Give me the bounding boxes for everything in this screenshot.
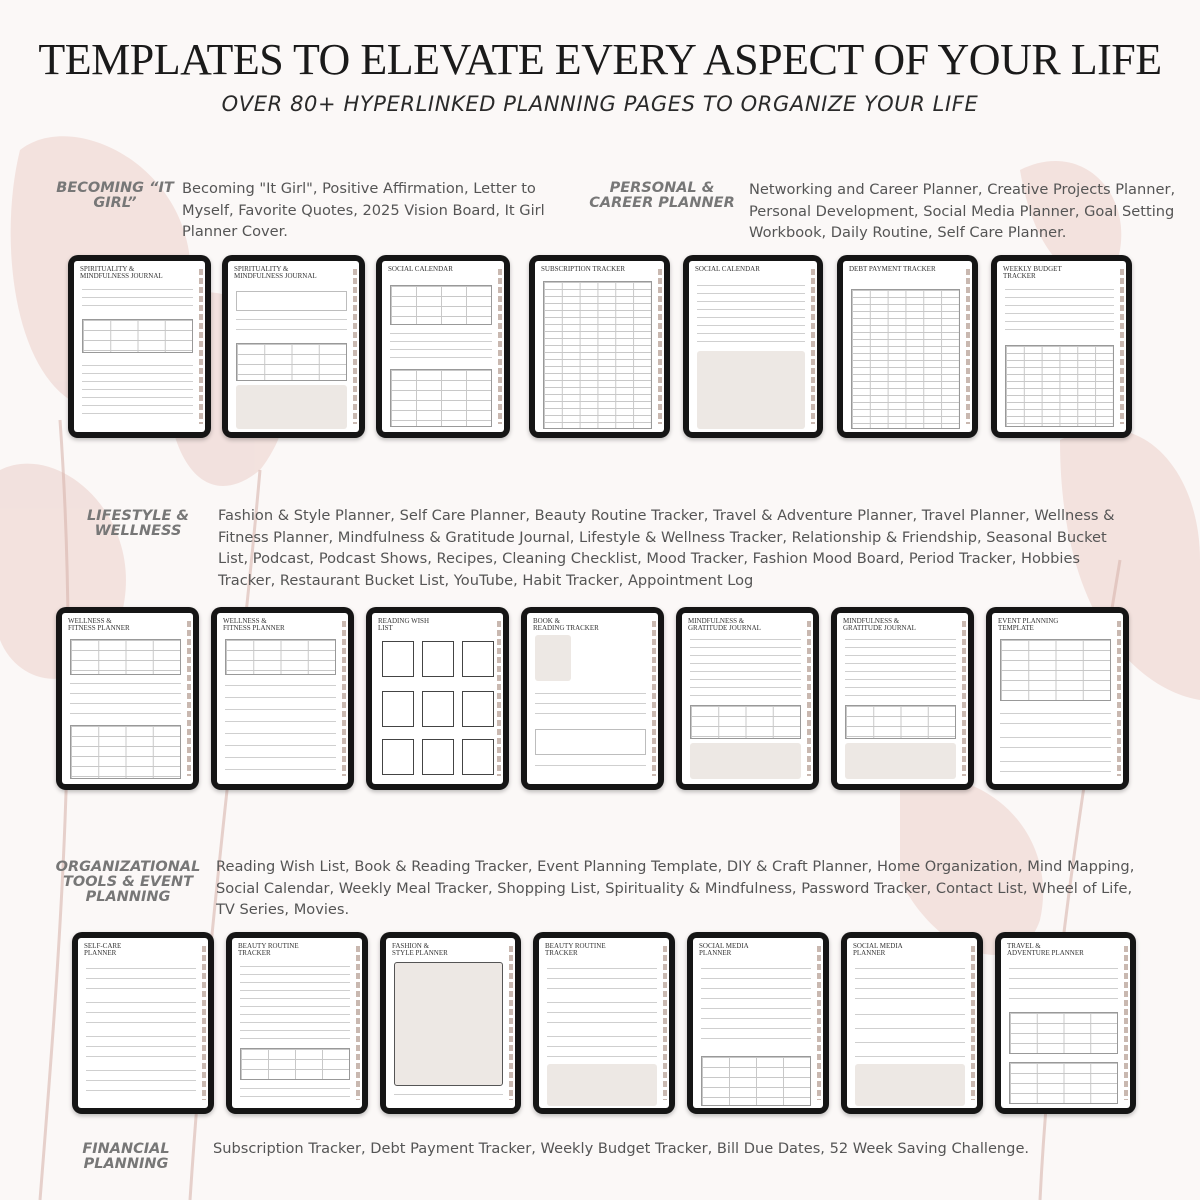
planner-page-title: SPIRITUALITY & MINDFULNESS JOURNAL	[80, 265, 163, 280]
tablet-preview	[211, 607, 354, 790]
tablet-preview	[68, 255, 211, 438]
planner-page-title: SOCIAL MEDIA PLANNER	[699, 942, 749, 957]
tablet-row-3	[0, 932, 1200, 1114]
section-heading-career: PERSONAL & CAREER PLANNER	[589, 180, 735, 211]
tablet-preview	[56, 607, 199, 790]
section-description-organizational: Reading Wish List, Book & Reading Tracker, Event Planning Template, DIY & Craft Planner, Home Organization, Mind Mapping, Social Calendar, Weekly Meal Tracker, Shopping List, Spirituality & Mindfulness, Password Tracker, Contact List, Wheel of Life, TV Series, Movies.	[216, 858, 1135, 918]
tablet-row-2	[0, 607, 1200, 790]
tablet-preview	[529, 255, 670, 438]
tablet-preview	[226, 932, 368, 1114]
planner-page-title: BEAUTY ROUTINE TRACKER	[545, 942, 606, 957]
planner-page-title: MINDFULNESS & GRATITUDE JOURNAL	[688, 617, 761, 632]
planner-page-title: FASHION & STYLE PLANNER	[392, 942, 448, 957]
tablet-preview	[380, 932, 521, 1114]
planner-page-title: EVENT PLANNING TEMPLATE	[998, 617, 1059, 632]
planner-page-title: WELLNESS & FITNESS PLANNER	[223, 617, 285, 632]
planner-page-title: MINDFULNESS & GRATITUDE JOURNAL	[843, 617, 916, 632]
planner-page-title: WEEKLY BUDGET TRACKER	[1003, 265, 1062, 280]
section-heading-financial: FINANCIAL PLANNING	[82, 1141, 170, 1172]
tablet-preview	[376, 255, 510, 438]
tablet-preview	[995, 932, 1136, 1114]
tablet-preview	[683, 255, 823, 438]
tablet-preview	[533, 932, 675, 1114]
section-description-career: Networking and Career Planner, Creative Projects Planner, Personal Development, Social Media Planner, Goal Setting Workbook, Daily Routine, Self Care Planner.	[749, 181, 1176, 241]
tablet-preview	[991, 255, 1132, 438]
planner-page-title: SOCIAL CALENDAR	[695, 265, 760, 273]
planner-page-title: SELF-CARE PLANNER	[84, 942, 122, 957]
planner-page-title: SOCIAL MEDIA PLANNER	[853, 942, 903, 957]
planner-page-title: READING WISH LIST	[378, 617, 430, 632]
tablet-preview	[687, 932, 829, 1114]
section-heading-lifestyle: LIFESTYLE & WELLNESS	[86, 508, 190, 539]
tablet-preview	[72, 932, 214, 1114]
tablet-row-1	[0, 255, 1200, 438]
page-subtitle: OVER 80+ HYPERLINKED PLANNING PAGES TO ORGANIZE YOUR LIFE	[221, 92, 979, 116]
planner-page-title: SPIRITUALITY & MINDFULNESS JOURNAL	[234, 265, 317, 280]
tablet-preview	[831, 607, 974, 790]
section-heading-it-girl: BECOMING “IT GIRL”	[56, 180, 174, 211]
tablet-preview	[521, 607, 664, 790]
tablet-preview	[841, 932, 983, 1114]
planner-page-title: SOCIAL CALENDAR	[388, 265, 453, 273]
section-heading-organizational: ORGANIZATIONAL TOOLS & EVENT PLANNING	[55, 859, 201, 905]
planner-page-title: WELLNESS & FITNESS PLANNER	[68, 617, 130, 632]
tablet-preview	[837, 255, 978, 438]
section-description-financial: Subscription Tracker, Debt Payment Tracker, Weekly Budget Tracker, Bill Due Dates, 52 Week Saving Challenge.	[213, 1140, 1030, 1157]
planner-page-title: BEAUTY ROUTINE TRACKER	[238, 942, 299, 957]
tablet-preview	[986, 607, 1129, 790]
planner-page-title: TRAVEL & ADVENTURE PLANNER	[1007, 942, 1084, 957]
planner-page-title: SUBSCRIPTION TRACKER	[541, 265, 626, 273]
tablet-preview	[676, 607, 819, 790]
tablet-preview	[366, 607, 509, 790]
page-title: TEMPLATES TO ELEVATE EVERY ASPECT OF YOUR LIFE	[38, 35, 1162, 84]
planner-page-title: DEBT PAYMENT TRACKER	[849, 265, 936, 273]
section-description-lifestyle: Fashion & Style Planner, Self Care Planner, Beauty Routine Tracker, Travel & Adventure Planner, Travel Planner, Wellness & Fitness Planner, Mindfulness & Gratitude Journal, Lifestyle & Wellness Tracker, Relationship & Friendship, Seasonal Bucket List, Podcast, Podcast Shows, Recipes, Cleaning Checklist, Mood Tracker, Fashion Mood Board, Period Tracker, Hobbies Tracker, Restaurant Bucket List, YouTube, Habit Tracker, Appointment Log	[218, 507, 1115, 589]
section-description-it-girl: Becoming "It Girl", Positive Affirmation, Letter to Myself, Favorite Quotes, 2025 Vision Board, It Girl Planner Cover.	[182, 180, 545, 240]
tablet-preview	[222, 255, 365, 438]
planner-page-title: BOOK & READING TRACKER	[533, 617, 599, 632]
